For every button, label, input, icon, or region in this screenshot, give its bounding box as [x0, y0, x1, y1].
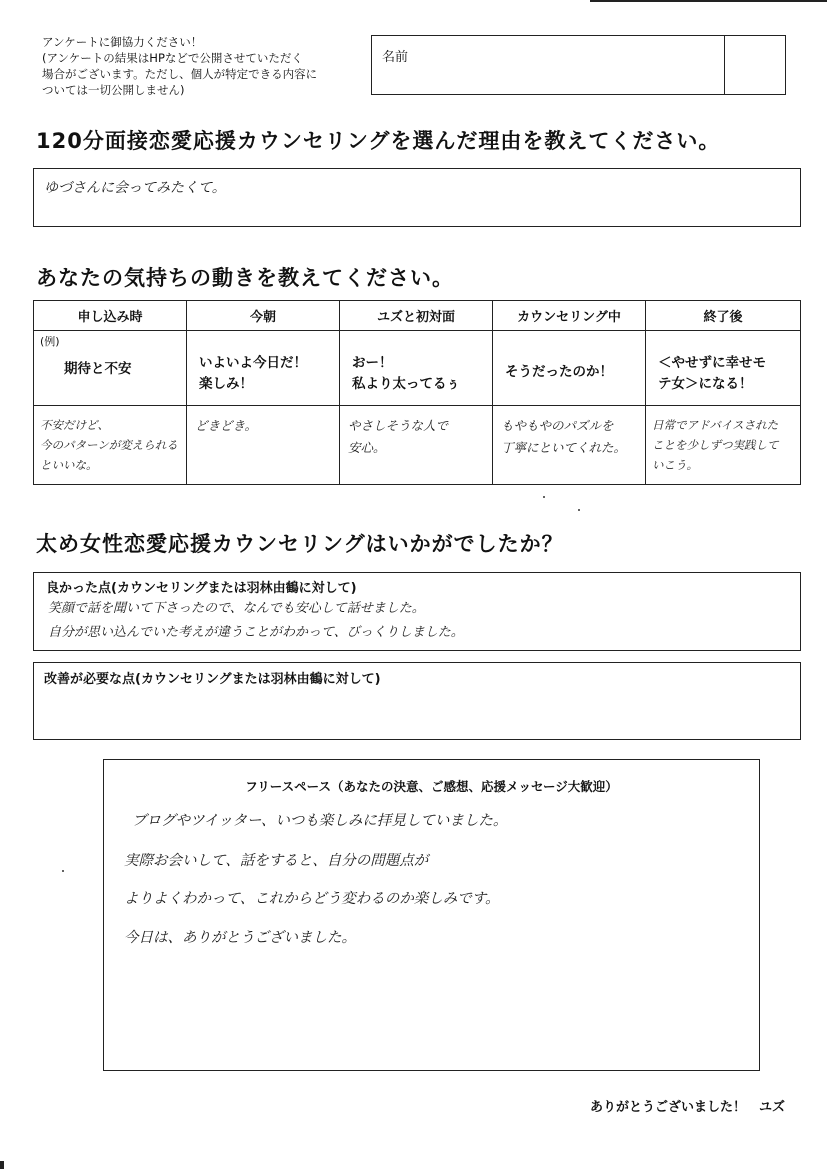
column-header: 終了後: [646, 301, 801, 331]
name-box-divider: [724, 36, 725, 94]
example-text: 楽しみ！: [199, 376, 253, 392]
example-text: ＜やせずに幸せモ: [658, 355, 766, 371]
q1-answer-box[interactable]: [33, 168, 801, 227]
q2-title: あなたの気持ちの動きを教えてください。: [36, 266, 454, 290]
feelings-table: [33, 300, 801, 485]
intro-line: ついては一切公開しません): [42, 83, 185, 97]
column-header: 今朝: [187, 301, 340, 331]
scan-speck: [578, 509, 580, 511]
free-text-line: ブログやツイッター、いつも楽しみに拝見していました。: [132, 813, 508, 829]
answer-cell[interactable]: [187, 406, 340, 485]
answer-text: ことを少しずつ実践して: [652, 438, 779, 452]
answer-text: もやもやのパズルを: [501, 418, 614, 433]
answer-text: いこう。: [652, 458, 698, 472]
q1-title: 120分面接恋愛応援カウンセリングを選んだ理由を教えてください。: [36, 129, 721, 153]
intro-line: (アンケートの結果はHPなどで公開させていただく: [42, 51, 303, 65]
example-cell: [646, 331, 801, 406]
answer-text: 日常でアドバイスされた: [652, 418, 779, 432]
example-prefix: (例): [40, 335, 60, 348]
example-cell: [340, 331, 493, 406]
survey-intro: [42, 34, 317, 98]
q3-title: 太め女性恋愛応援カウンセリングはいかがでしたか？: [36, 532, 564, 556]
example-text: テ女＞になる！: [658, 376, 753, 392]
column-header: カウンセリング中: [493, 301, 646, 331]
good-points-box[interactable]: [33, 572, 801, 651]
answer-text: 安心。: [348, 440, 386, 455]
scan-speck: [543, 496, 545, 498]
answer-text: 不安だけど、: [40, 418, 109, 432]
example-text: おー！: [352, 355, 393, 371]
example-text: そうだったのか！: [505, 364, 613, 380]
example-text: いよいよ今日だ！: [199, 355, 307, 371]
answer-text: 丁寧にといてくれた。: [501, 440, 627, 455]
answer-cell[interactable]: [340, 406, 493, 485]
good-answer-line: 自分が思い込んでいた考えが違うことがわかって、びっくりしました。: [48, 625, 464, 640]
example-cell: [34, 331, 187, 406]
answer-text: どきどき。: [195, 418, 258, 433]
free-space-label: フリースペース（あなたの決意、ご感想、応援メッセージ大歓迎）: [245, 779, 618, 794]
free-space-box[interactable]: [103, 759, 760, 1071]
name-field[interactable]: [371, 35, 786, 95]
scan-speck: [62, 870, 64, 872]
good-points-label: 良かった点(カウンセリングまたは羽林由鶴に対して): [46, 581, 357, 596]
answer-cell[interactable]: [493, 406, 646, 485]
improvement-label: 改善が必要な点(カウンセリングまたは羽林由鶴に対して): [44, 672, 381, 687]
improvement-box[interactable]: [33, 662, 801, 740]
thank-you-note: ありがとうございました！ ユズ: [589, 1100, 785, 1115]
example-text: 私より太ってるぅ: [352, 376, 460, 392]
example-text: 期待と不安: [64, 361, 132, 377]
example-row: [34, 331, 801, 406]
top-rule: [590, 0, 827, 2]
answer-cell[interactable]: [34, 406, 187, 485]
intro-line: 場合がございます。ただし、個人が特定できる内容に: [42, 67, 318, 81]
column-header: ユズと初対面: [340, 301, 493, 331]
good-answer-line: 笑顔で話を聞いて下さったので、なんでも安心して話せました。: [48, 601, 425, 616]
free-text-line: よりよくわかって、これからどう変わるのか楽しみです。: [124, 891, 500, 907]
answer-cell[interactable]: [646, 406, 801, 485]
free-text-line: 実際お会いして、話をすると、自分の問題点が: [124, 853, 429, 869]
answer-text: やさしそうな人で: [348, 418, 449, 433]
intro-line: アンケートに御協力ください！: [42, 35, 203, 49]
answer-row: [34, 406, 801, 485]
page-edge-mark: [0, 1161, 4, 1169]
q1-answer: ゆづさんに会ってみたくて。: [44, 180, 226, 196]
answer-text: 今のパターンが変えられる: [40, 438, 178, 452]
table-header-row: [34, 301, 801, 331]
example-cell: [187, 331, 340, 406]
name-label: 名前: [382, 50, 409, 65]
answer-text: といいな。: [40, 458, 98, 472]
column-header: 申し込み時: [34, 301, 187, 331]
free-text-line: 今日は、ありがとうございました。: [124, 930, 356, 946]
example-cell: [493, 331, 646, 406]
